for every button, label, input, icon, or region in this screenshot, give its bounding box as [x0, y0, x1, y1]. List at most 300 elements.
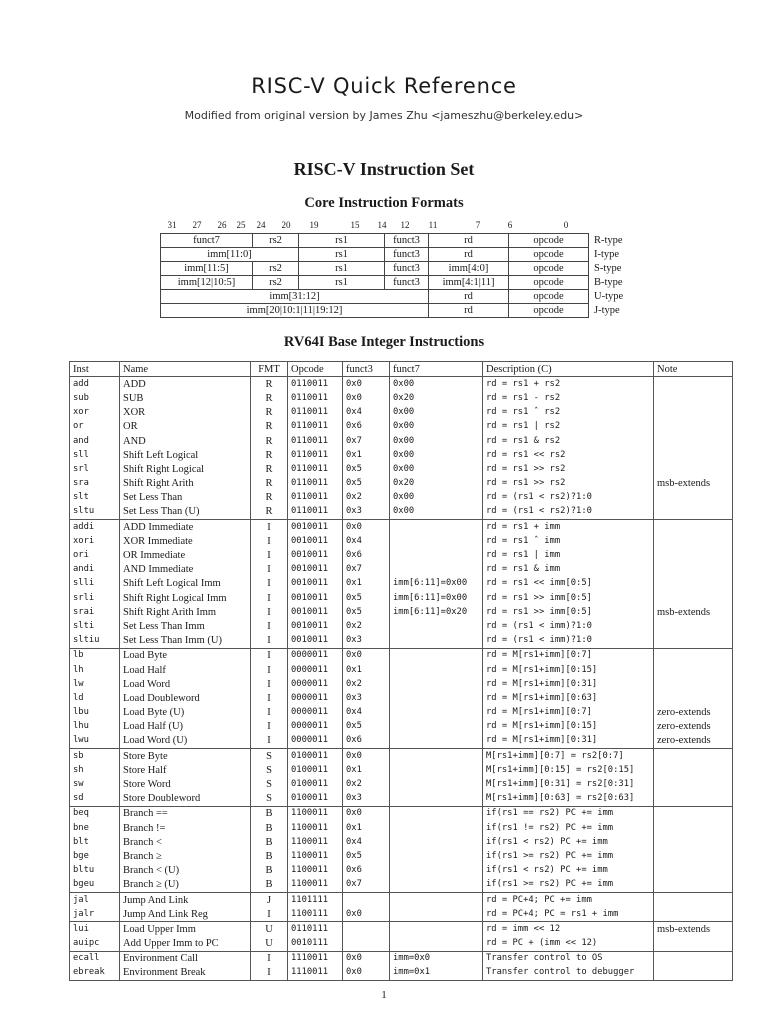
- cell-funct3: 0x3: [343, 792, 390, 807]
- cell-inst: ori: [70, 548, 120, 562]
- cell-fmt: I: [251, 663, 288, 677]
- cell-name: OR Immediate: [120, 548, 251, 562]
- format-field: imm[31:12]: [161, 290, 429, 304]
- format-type-label: I-type: [594, 249, 620, 260]
- table-row: [70, 591, 733, 605]
- cell-note: [654, 907, 733, 922]
- cell-funct3: 0x4: [343, 534, 390, 548]
- cell-opcode: 0110011: [288, 377, 343, 392]
- cell-note: [654, 663, 733, 677]
- table-row: [70, 806, 733, 821]
- cell-name: Environment Break: [120, 966, 251, 981]
- table-row: [70, 878, 733, 893]
- cell-desc: if(rs1 >= rs2) PC += imm: [483, 849, 654, 863]
- cell-inst: or: [70, 420, 120, 434]
- cell-funct7: [390, 634, 483, 649]
- cell-opcode: 0110111: [288, 922, 343, 937]
- cell-desc: rd = (rs1 < imm)?1:0: [483, 619, 654, 633]
- format-field: rs2: [253, 276, 299, 290]
- table-row: [70, 749, 733, 764]
- cell-opcode: 0110011: [288, 477, 343, 491]
- format-row-u-type: [161, 290, 637, 304]
- format-type-label: R-type: [594, 235, 623, 246]
- format-field: imm[4:0]: [429, 262, 509, 276]
- cell-note: [654, 951, 733, 966]
- format-row-s-type: [161, 262, 637, 276]
- cell-opcode: 1110011: [288, 951, 343, 966]
- table-row: [70, 677, 733, 691]
- cell-funct7: [390, 648, 483, 663]
- cell-fmt: I: [251, 648, 288, 663]
- cell-opcode: 0000011: [288, 677, 343, 691]
- cell-inst: bgeu: [70, 878, 120, 893]
- cell-funct7: [390, 792, 483, 807]
- cell-inst: slti: [70, 619, 120, 633]
- cell-funct3: 0x5: [343, 720, 390, 734]
- table-row: [70, 663, 733, 677]
- cell-fmt: I: [251, 951, 288, 966]
- cell-funct7: 0x00: [390, 406, 483, 420]
- cell-funct7: 0x00: [390, 420, 483, 434]
- table-row: [70, 849, 733, 863]
- cell-funct7: 0x20: [390, 391, 483, 405]
- cell-note: msb-extends: [654, 605, 733, 619]
- cell-funct3: 0x6: [343, 548, 390, 562]
- instruction-formats-table: [160, 233, 637, 318]
- format-field: rs2: [253, 262, 299, 276]
- cell-note: [654, 619, 733, 633]
- cell-note: [654, 691, 733, 705]
- cell-desc: rd = rs1 | rs2: [483, 420, 654, 434]
- table-row: [70, 821, 733, 835]
- cell-note: zero-extends: [654, 706, 733, 720]
- format-field: imm[11:0]: [161, 248, 299, 262]
- table-row: [70, 922, 733, 937]
- cell-funct3: 0x6: [343, 864, 390, 878]
- table-row: [70, 477, 733, 491]
- cell-inst: ebreak: [70, 966, 120, 981]
- cell-funct3: 0x0: [343, 749, 390, 764]
- cell-opcode: 0100011: [288, 792, 343, 807]
- cell-fmt: R: [251, 391, 288, 405]
- cell-fmt: I: [251, 677, 288, 691]
- format-field: rd: [429, 290, 509, 304]
- cell-funct7: 0x00: [390, 505, 483, 520]
- cell-funct7: imm[6:11]=0x00: [390, 591, 483, 605]
- column-header: Name: [120, 362, 251, 377]
- table-row: [70, 420, 733, 434]
- cell-name: Branch <: [120, 835, 251, 849]
- cell-funct3: 0x2: [343, 491, 390, 505]
- cell-note: [654, 821, 733, 835]
- cell-desc: rd = M[rs1+imm][0:7]: [483, 648, 654, 663]
- cell-funct7: [390, 720, 483, 734]
- cell-funct7: [390, 691, 483, 705]
- cell-desc: rd = rs1 ˆ rs2: [483, 406, 654, 420]
- cell-name: Shift Left Logical: [120, 448, 251, 462]
- cell-funct7: 0x00: [390, 377, 483, 392]
- cell-note: [654, 835, 733, 849]
- cell-opcode: 0000011: [288, 734, 343, 749]
- cell-note: [654, 777, 733, 791]
- cell-funct3: [343, 892, 390, 907]
- cell-inst: srl: [70, 462, 120, 476]
- cell-funct3: 0x1: [343, 763, 390, 777]
- cell-name: Load Half: [120, 663, 251, 677]
- cell-note: [654, 491, 733, 505]
- bit-position-label: 14: [377, 220, 387, 230]
- cell-name: XOR: [120, 406, 251, 420]
- cell-desc: rd = rs1 << rs2: [483, 448, 654, 462]
- cell-fmt: S: [251, 777, 288, 791]
- cell-inst: sd: [70, 792, 120, 807]
- cell-funct7: [390, 563, 483, 577]
- cell-name: Branch < (U): [120, 864, 251, 878]
- cell-note: [654, 849, 733, 863]
- cell-opcode: 0110011: [288, 491, 343, 505]
- cell-note: msb-extends: [654, 477, 733, 491]
- cell-name: Branch ≥: [120, 849, 251, 863]
- cell-funct3: 0x0: [343, 951, 390, 966]
- cell-note: [654, 634, 733, 649]
- cell-name: Shift Right Arith: [120, 477, 251, 491]
- cell-name: ADD: [120, 377, 251, 392]
- format-field: opcode: [509, 276, 589, 290]
- cell-fmt: I: [251, 966, 288, 981]
- cell-opcode: 0000011: [288, 720, 343, 734]
- cell-note: [654, 563, 733, 577]
- cell-funct3: 0x0: [343, 907, 390, 922]
- table-row: [70, 835, 733, 849]
- format-field: opcode: [509, 234, 589, 248]
- cell-desc: rd = M[rs1+imm][0:15]: [483, 663, 654, 677]
- cell-opcode: 0110011: [288, 462, 343, 476]
- cell-opcode: 1100011: [288, 806, 343, 821]
- cell-opcode: 0010011: [288, 520, 343, 535]
- cell-funct7: 0x00: [390, 448, 483, 462]
- cell-name: OR: [120, 420, 251, 434]
- cell-funct3: 0x5: [343, 477, 390, 491]
- cell-funct3: 0x3: [343, 691, 390, 705]
- cell-funct3: 0x4: [343, 835, 390, 849]
- bit-position-label: 26: [217, 220, 227, 230]
- cell-fmt: I: [251, 691, 288, 705]
- cell-funct7: [390, 864, 483, 878]
- table-row: [70, 563, 733, 577]
- column-header: Description (C): [483, 362, 654, 377]
- format-field: funct3: [385, 262, 429, 276]
- cell-opcode: 1100011: [288, 821, 343, 835]
- cell-inst: auipc: [70, 937, 120, 952]
- cell-note: [654, 806, 733, 821]
- cell-funct3: 0x1: [343, 577, 390, 591]
- cell-name: Jump And Link: [120, 892, 251, 907]
- table-row: [70, 462, 733, 476]
- cell-desc: rd = PC+4; PC = rs1 + imm: [483, 907, 654, 922]
- cell-desc: rd = rs1 >> imm[0:5]: [483, 605, 654, 619]
- format-field: imm[12|10:5]: [161, 276, 253, 290]
- bit-position-label: 7: [475, 220, 481, 230]
- cell-funct3: 0x4: [343, 406, 390, 420]
- cell-inst: bne: [70, 821, 120, 835]
- cell-inst: sb: [70, 749, 120, 764]
- cell-name: Load Doubleword: [120, 691, 251, 705]
- cell-fmt: I: [251, 534, 288, 548]
- cell-fmt: R: [251, 477, 288, 491]
- cell-note: [654, 420, 733, 434]
- cell-name: Load Word (U): [120, 734, 251, 749]
- cell-name: Shift Left Logical Imm: [120, 577, 251, 591]
- cell-fmt: S: [251, 749, 288, 764]
- cell-desc: M[rs1+imm][0:7] = rs2[0:7]: [483, 749, 654, 764]
- cell-funct7: [390, 922, 483, 937]
- table-row: [70, 648, 733, 663]
- cell-opcode: 1100011: [288, 849, 343, 863]
- cell-funct3: 0x2: [343, 777, 390, 791]
- cell-funct7: [390, 706, 483, 720]
- cell-fmt: S: [251, 763, 288, 777]
- cell-opcode: 0010011: [288, 563, 343, 577]
- table-row: [70, 706, 733, 720]
- format-type-label: S-type: [594, 263, 622, 274]
- cell-inst: jalr: [70, 907, 120, 922]
- cell-inst: ld: [70, 691, 120, 705]
- cell-desc: rd = rs1 >> rs2: [483, 477, 654, 491]
- table-row: [70, 966, 733, 981]
- cell-funct7: imm=0x1: [390, 966, 483, 981]
- cell-opcode: 0010011: [288, 577, 343, 591]
- table-row: [70, 864, 733, 878]
- cell-fmt: I: [251, 734, 288, 749]
- format-field: opcode: [509, 262, 589, 276]
- cell-note: [654, 577, 733, 591]
- cell-inst: blt: [70, 835, 120, 849]
- cell-desc: M[rs1+imm][0:15] = rs2[0:15]: [483, 763, 654, 777]
- cell-funct3: 0x1: [343, 663, 390, 677]
- cell-note: [654, 377, 733, 392]
- cell-funct3: 0x7: [343, 563, 390, 577]
- cell-funct3: 0x3: [343, 505, 390, 520]
- cell-name: Branch ≥ (U): [120, 878, 251, 893]
- bit-position-label: 6: [507, 220, 513, 230]
- cell-funct7: [390, 777, 483, 791]
- table-row: [70, 491, 733, 505]
- table-row: [70, 577, 733, 591]
- cell-opcode: 0010011: [288, 605, 343, 619]
- cell-name: SUB: [120, 391, 251, 405]
- cell-desc: rd = rs1 << imm[0:5]: [483, 577, 654, 591]
- cell-funct7: [390, 734, 483, 749]
- cell-note: [654, 548, 733, 562]
- cell-funct7: [390, 520, 483, 535]
- cell-funct3: 0x0: [343, 648, 390, 663]
- cell-desc: rd = rs1 | imm: [483, 548, 654, 562]
- cell-inst: lh: [70, 663, 120, 677]
- format-row-r-type: [161, 234, 637, 248]
- format-field: imm[20|10:1|11|19:12]: [161, 304, 429, 318]
- bit-position-label: 27: [192, 220, 202, 230]
- cell-funct7: imm=0x0: [390, 951, 483, 966]
- cell-inst: lhu: [70, 720, 120, 734]
- table-row: [70, 792, 733, 807]
- cell-funct3: [343, 922, 390, 937]
- cell-name: Shift Right Arith Imm: [120, 605, 251, 619]
- cell-desc: if(rs1 >= rs2) PC += imm: [483, 878, 654, 893]
- cell-opcode: 0010011: [288, 591, 343, 605]
- table-row: [70, 763, 733, 777]
- cell-fmt: U: [251, 922, 288, 937]
- cell-fmt: I: [251, 591, 288, 605]
- cell-opcode: 0100011: [288, 749, 343, 764]
- cell-funct3: 0x5: [343, 849, 390, 863]
- cell-note: zero-extends: [654, 734, 733, 749]
- cell-inst: sltu: [70, 505, 120, 520]
- cell-fmt: I: [251, 634, 288, 649]
- column-header: funct3: [343, 362, 390, 377]
- cell-fmt: B: [251, 806, 288, 821]
- table-row: [70, 892, 733, 907]
- cell-note: [654, 648, 733, 663]
- format-field: rd: [429, 234, 509, 248]
- cell-desc: rd = M[rs1+imm][0:15]: [483, 720, 654, 734]
- cell-opcode: 0110011: [288, 420, 343, 434]
- cell-fmt: R: [251, 462, 288, 476]
- cell-funct7: [390, 534, 483, 548]
- format-type-label: J-type: [594, 305, 620, 316]
- cell-opcode: 0110011: [288, 406, 343, 420]
- cell-opcode: 0000011: [288, 648, 343, 663]
- table-row: [70, 634, 733, 649]
- cell-note: [654, 391, 733, 405]
- table-row: [70, 520, 733, 535]
- cell-name: Load Word: [120, 677, 251, 691]
- cell-funct3: 0x0: [343, 520, 390, 535]
- cell-funct7: [390, 892, 483, 907]
- cell-note: [654, 864, 733, 878]
- cell-name: Environment Call: [120, 951, 251, 966]
- table-row: [70, 391, 733, 405]
- cell-desc: Transfer control to OS: [483, 951, 654, 966]
- cell-inst: srai: [70, 605, 120, 619]
- cell-note: [654, 534, 733, 548]
- cell-fmt: I: [251, 605, 288, 619]
- cell-funct7: [390, 937, 483, 952]
- table-row: [70, 434, 733, 448]
- bit-position-label: 0: [563, 220, 569, 230]
- cell-name: Branch !=: [120, 821, 251, 835]
- cell-name: Load Byte: [120, 648, 251, 663]
- cell-opcode: 0000011: [288, 663, 343, 677]
- cell-desc: rd = rs1 >> imm[0:5]: [483, 591, 654, 605]
- cell-inst: slt: [70, 491, 120, 505]
- cell-fmt: B: [251, 864, 288, 878]
- cell-desc: rd = rs1 >> rs2: [483, 462, 654, 476]
- cell-opcode: 0000011: [288, 691, 343, 705]
- cell-fmt: I: [251, 577, 288, 591]
- table-row: [70, 534, 733, 548]
- cell-name: ADD Immediate: [120, 520, 251, 535]
- cell-funct7: imm[6:11]=0x00: [390, 577, 483, 591]
- cell-name: Jump And Link Reg: [120, 907, 251, 922]
- column-header: funct7: [390, 362, 483, 377]
- cell-note: [654, 448, 733, 462]
- cell-funct7: [390, 849, 483, 863]
- bit-position-label: 25: [236, 220, 246, 230]
- cell-opcode: 1101111: [288, 892, 343, 907]
- cell-name: Store Byte: [120, 749, 251, 764]
- cell-fmt: B: [251, 849, 288, 863]
- format-field: opcode: [509, 290, 589, 304]
- cell-fmt: R: [251, 448, 288, 462]
- cell-desc: rd = M[rs1+imm][0:63]: [483, 691, 654, 705]
- cell-inst: and: [70, 434, 120, 448]
- cell-opcode: 1100111: [288, 907, 343, 922]
- section-title: RISC-V Instruction Set: [293, 159, 475, 179]
- column-header: FMT: [251, 362, 288, 377]
- cell-note: [654, 520, 733, 535]
- cell-desc: rd = rs1 & imm: [483, 563, 654, 577]
- cell-desc: rd = rs1 - rs2: [483, 391, 654, 405]
- table-row: [70, 505, 733, 520]
- cell-desc: rd = (rs1 < rs2)?1:0: [483, 491, 654, 505]
- format-type-label: U-type: [594, 291, 624, 302]
- page-subtitle: Modified from original version by James Zhu <jameszhu@berkeley.edu>: [184, 109, 584, 122]
- cell-fmt: U: [251, 937, 288, 952]
- cell-name: Shift Right Logical Imm: [120, 591, 251, 605]
- cell-fmt: I: [251, 548, 288, 562]
- format-field: imm[4:1|11]: [429, 276, 509, 290]
- table-row: [70, 951, 733, 966]
- cell-inst: lb: [70, 648, 120, 663]
- cell-inst: xor: [70, 406, 120, 420]
- base-integer-heading: RV64I Base Integer Instructions: [283, 334, 485, 350]
- cell-funct7: 0x00: [390, 491, 483, 505]
- cell-funct3: 0x0: [343, 806, 390, 821]
- format-field: rd: [429, 248, 509, 262]
- cell-note: [654, 462, 733, 476]
- cell-inst: bge: [70, 849, 120, 863]
- cell-fmt: R: [251, 420, 288, 434]
- cell-name: Load Byte (U): [120, 706, 251, 720]
- format-field: rs1: [299, 234, 385, 248]
- cell-funct7: 0x20: [390, 477, 483, 491]
- bit-position-label: 31: [167, 220, 177, 230]
- cell-note: [654, 966, 733, 981]
- cell-name: Store Word: [120, 777, 251, 791]
- cell-desc: if(rs1 < rs2) PC += imm: [483, 864, 654, 878]
- cell-funct7: [390, 907, 483, 922]
- table-row: [70, 377, 733, 392]
- cell-funct3: 0x1: [343, 821, 390, 835]
- bit-position-label: 24: [256, 220, 266, 230]
- cell-inst: jal: [70, 892, 120, 907]
- cell-note: [654, 591, 733, 605]
- cell-inst: lui: [70, 922, 120, 937]
- cell-note: [654, 749, 733, 764]
- format-field: funct3: [385, 276, 429, 290]
- cell-funct3: 0x2: [343, 677, 390, 691]
- cell-inst: sltiu: [70, 634, 120, 649]
- cell-opcode: 0010011: [288, 619, 343, 633]
- cell-fmt: I: [251, 563, 288, 577]
- cell-fmt: I: [251, 907, 288, 922]
- cell-funct3: 0x0: [343, 966, 390, 981]
- format-field: imm[11:5]: [161, 262, 253, 276]
- cell-inst: add: [70, 377, 120, 392]
- cell-funct3: 0x5: [343, 462, 390, 476]
- cell-name: XOR Immediate: [120, 534, 251, 548]
- cell-opcode: 0010011: [288, 634, 343, 649]
